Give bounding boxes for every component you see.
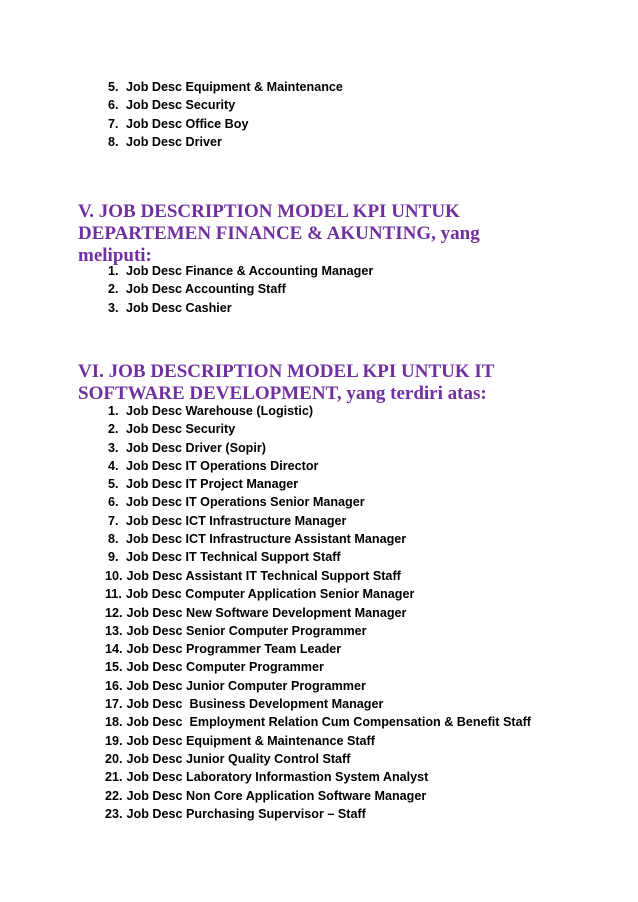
list-item (105, 622, 531, 640)
list-item (108, 475, 406, 493)
section-iv-list (108, 78, 343, 151)
list-item (105, 787, 531, 805)
item-number: 1. (108, 264, 119, 278)
item-text: Job Desc Security (126, 98, 236, 113)
list-item (105, 658, 531, 676)
item-text: Job Desc Programmer Team Leader (126, 642, 342, 657)
list-item (105, 732, 531, 750)
list-item (108, 133, 343, 151)
list-item (108, 512, 406, 530)
item-text: Job Desc IT Operations Director (126, 458, 319, 473)
item-number: 1. (108, 404, 119, 418)
list-item (105, 567, 531, 585)
item-text: Job Desc Accounting Staff (126, 282, 286, 297)
item-text: Job Desc Junior Computer Programmer (126, 678, 366, 693)
item-number: 5. (108, 477, 119, 492)
item-text: Job Desc IT Technical Support Staff (126, 550, 341, 565)
item-text: Job Desc Purchasing Supervisor – Staff (126, 806, 366, 821)
item-text: Job Desc Business Development Manager (126, 697, 384, 712)
item-number: 16. (105, 678, 123, 693)
item-number: 9. (108, 550, 119, 565)
heading-line: SOFTWARE DEVELOPMENT, yang terdiri atas: (78, 383, 487, 404)
item-text: Job Desc Employment Relation Cum Compensation & Benefit Staff (126, 715, 531, 730)
section-vi-heading (78, 361, 494, 405)
item-text: Job Desc Driver (Sopir) (126, 440, 266, 455)
list-item (108, 280, 373, 298)
list-item (105, 585, 531, 603)
item-text: Job Desc Security (126, 422, 236, 437)
list-item (108, 548, 406, 566)
item-number: 21. (105, 770, 123, 785)
item-number: 22. (105, 788, 123, 803)
item-number: 23. (105, 806, 123, 821)
item-number: 8. (108, 134, 119, 149)
item-text: Job Desc Computer Programmer (126, 660, 324, 675)
item-number: 20. (105, 751, 123, 766)
item-text: Job Desc Driver (126, 134, 222, 149)
list-item (105, 677, 531, 695)
list-item (105, 713, 531, 731)
list-item (108, 402, 406, 420)
item-text: Job Desc Office Boy (126, 116, 249, 131)
list-item (108, 115, 343, 133)
list-item (108, 493, 406, 511)
item-number: 3. (108, 440, 119, 455)
item-number: 19. (105, 733, 123, 748)
list-item (108, 439, 406, 457)
item-text: Job Desc Equipment & Maintenance (126, 80, 343, 94)
item-number: 6. (108, 98, 119, 113)
heading-line: V. JOB DESCRIPTION MODEL KPI UNTUK (78, 201, 460, 222)
list-item (108, 299, 373, 317)
item-text: Job Desc Finance & Accounting Manager (126, 264, 374, 278)
list-item (105, 805, 531, 823)
item-text: Job Desc Cashier (126, 300, 232, 315)
item-number: 17. (105, 697, 123, 712)
section-v-list (108, 262, 373, 317)
item-number: 13. (105, 623, 123, 638)
list-item (108, 96, 343, 114)
item-number: 14. (105, 642, 123, 657)
item-number: 6. (108, 495, 119, 510)
item-number: 7. (108, 513, 119, 528)
list-item (105, 750, 531, 768)
item-number: 18. (105, 715, 123, 730)
item-text: Job Desc Equipment & Maintenance Staff (126, 733, 375, 748)
item-number: 7. (108, 116, 119, 131)
item-text: Job Desc Junior Quality Control Staff (126, 751, 351, 766)
item-number: 12. (105, 605, 123, 620)
item-number: 2. (108, 422, 119, 437)
item-number: 10. (105, 569, 123, 583)
item-text: Job Desc ICT Infrastructure Assistant Manager (126, 532, 407, 547)
section-vi-list-a (108, 402, 406, 567)
item-number: 3. (108, 300, 119, 315)
item-number: 15. (105, 660, 123, 675)
item-text: Job Desc New Software Development Manager (126, 605, 407, 620)
item-text: Job Desc Senior Computer Programmer (126, 623, 367, 638)
section-vi-list-b (105, 567, 531, 823)
item-text: Job Desc IT Operations Senior Manager (126, 495, 365, 510)
item-number: 5. (108, 80, 119, 94)
list-item (108, 530, 406, 548)
list-item (108, 262, 373, 280)
list-item (105, 695, 531, 713)
heading-line: DEPARTEMEN FINANCE & AKUNTING, yang (78, 223, 480, 244)
item-text: Job Desc IT Project Manager (126, 477, 299, 492)
list-item (105, 768, 531, 786)
list-item (108, 420, 406, 438)
item-text: Job Desc Assistant IT Technical Support Staff (126, 569, 401, 583)
item-text: Job Desc Non Core Application Software Manager (126, 788, 427, 803)
section-v-heading (78, 201, 480, 267)
item-number: 8. (108, 532, 119, 547)
item-text: Job Desc Computer Application Senior Manager (125, 587, 415, 602)
heading-line: VI. JOB DESCRIPTION MODEL KPI UNTUK IT (78, 361, 495, 382)
item-number: 11. (105, 587, 122, 602)
item-text: Job Desc Warehouse (Logistic) (126, 404, 314, 418)
item-text: Job Desc Laboratory Informastion System Analyst (126, 770, 429, 785)
list-item (105, 604, 531, 622)
heading-line: meliputi: (78, 245, 152, 266)
item-number: 2. (108, 282, 119, 297)
item-number: 4. (108, 458, 119, 473)
list-item (105, 640, 531, 658)
list-item (108, 78, 343, 96)
item-text: Job Desc ICT Infrastructure Manager (126, 513, 347, 528)
list-item (108, 457, 406, 475)
